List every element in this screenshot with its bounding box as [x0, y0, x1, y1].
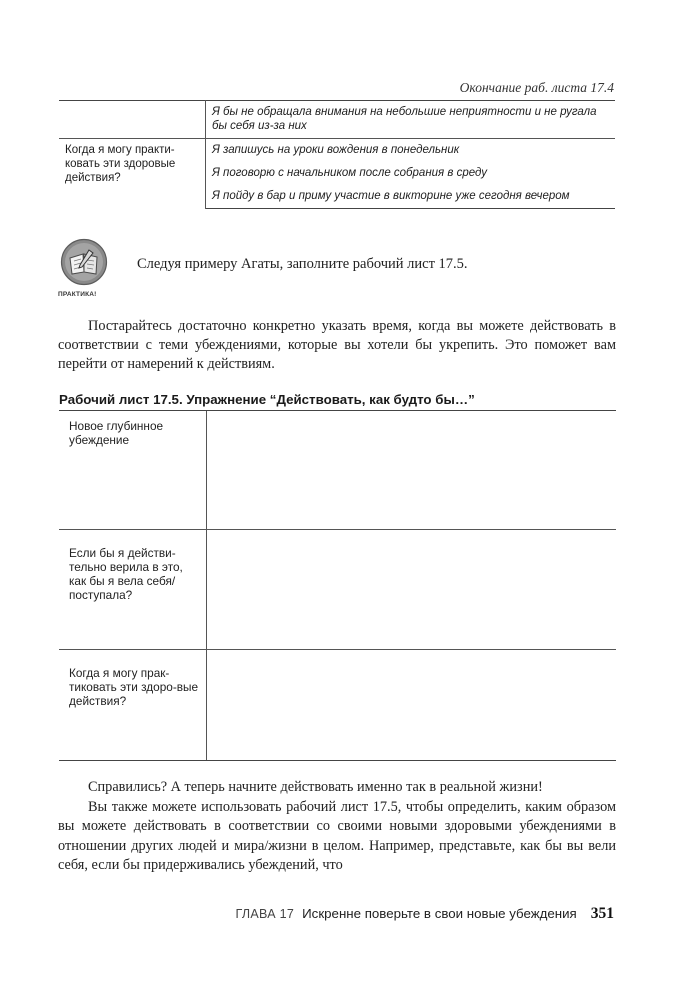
worksheet-17-4-table [59, 100, 615, 209]
table-cell: Я запишусь на уроки вождения в понедельник [212, 144, 460, 156]
table-row [59, 101, 615, 139]
worksheet-row-behavior [59, 529, 616, 650]
worksheet-row-label: Если бы я действи-тельно верила в это, как бы я вела себя/ поступала? [69, 546, 183, 602]
body-paragraph: Постарайтесь достаточно конкретно указать время, когда вы можете действовать в соответствии с теми убеждениями, которые вы хотели бы укрепить. Это поможет вам перейти от намерений к действиям. [58, 318, 616, 372]
practice-instruction: Следуя примеру Агаты, заполните рабочий лист 17.5. [137, 256, 468, 272]
table-row [59, 139, 615, 163]
worksheet-row-when [59, 649, 616, 761]
page-number: 351 [590, 905, 614, 922]
table-cell: Я пойду в бар и приму участие в викторине уже сегодня вечером [206, 185, 616, 209]
worksheet-row-label: Новое глубинное убеждение [69, 419, 164, 447]
body-paragraph: Вы также можете использовать рабочий лист 17.5, чтобы определить, каким образом вы можете действовать в соответствии со своими новыми здоровыми убеждениями в отношении других людей и мира/жизни в целом. Например, представьте, как бы вы вели себя, если бы придерживались убеждений, что [58, 798, 616, 873]
chapter-label: ГЛАВА 17 [235, 907, 295, 921]
worksheet-answer-cell[interactable] [207, 530, 616, 650]
table-cell: Я бы не обращала внимания на небольшие неприятности и не ругала бы себя из-за них [206, 101, 616, 139]
practice-label: ПРАКТИКА! [58, 291, 97, 298]
continuation-caption: Окончание раб. листа 17.4 [459, 80, 614, 95]
worksheet-row-new-belief [59, 411, 616, 529]
worksheet-answer-cell[interactable] [207, 411, 616, 529]
body-paragraph: Справились? А теперь начните действовать именно так в реальной жизни! [88, 779, 543, 795]
chapter-title: Искренне поверьте в свои новые убеждения [302, 906, 577, 921]
table-row-label: Когда я могу практи-ковать эти здоровые действия? [59, 139, 206, 209]
table-cell-empty [59, 101, 206, 139]
worksheet-row-label: Когда я могу прак-тиковать эти здоро-вые действия? [69, 666, 199, 708]
page-footer [235, 905, 614, 923]
practice-book-icon [60, 238, 108, 286]
table-cell: Я поговорю с начальником после собрания в среду [212, 167, 487, 179]
worksheet-17-5-table [59, 410, 616, 761]
worksheet-title: Рабочий лист 17.5. Упражнение “Действовать, как будто бы…” [59, 392, 475, 407]
closing-text [58, 778, 616, 876]
worksheet-answer-cell[interactable] [207, 650, 616, 761]
column-divider [206, 411, 207, 760]
